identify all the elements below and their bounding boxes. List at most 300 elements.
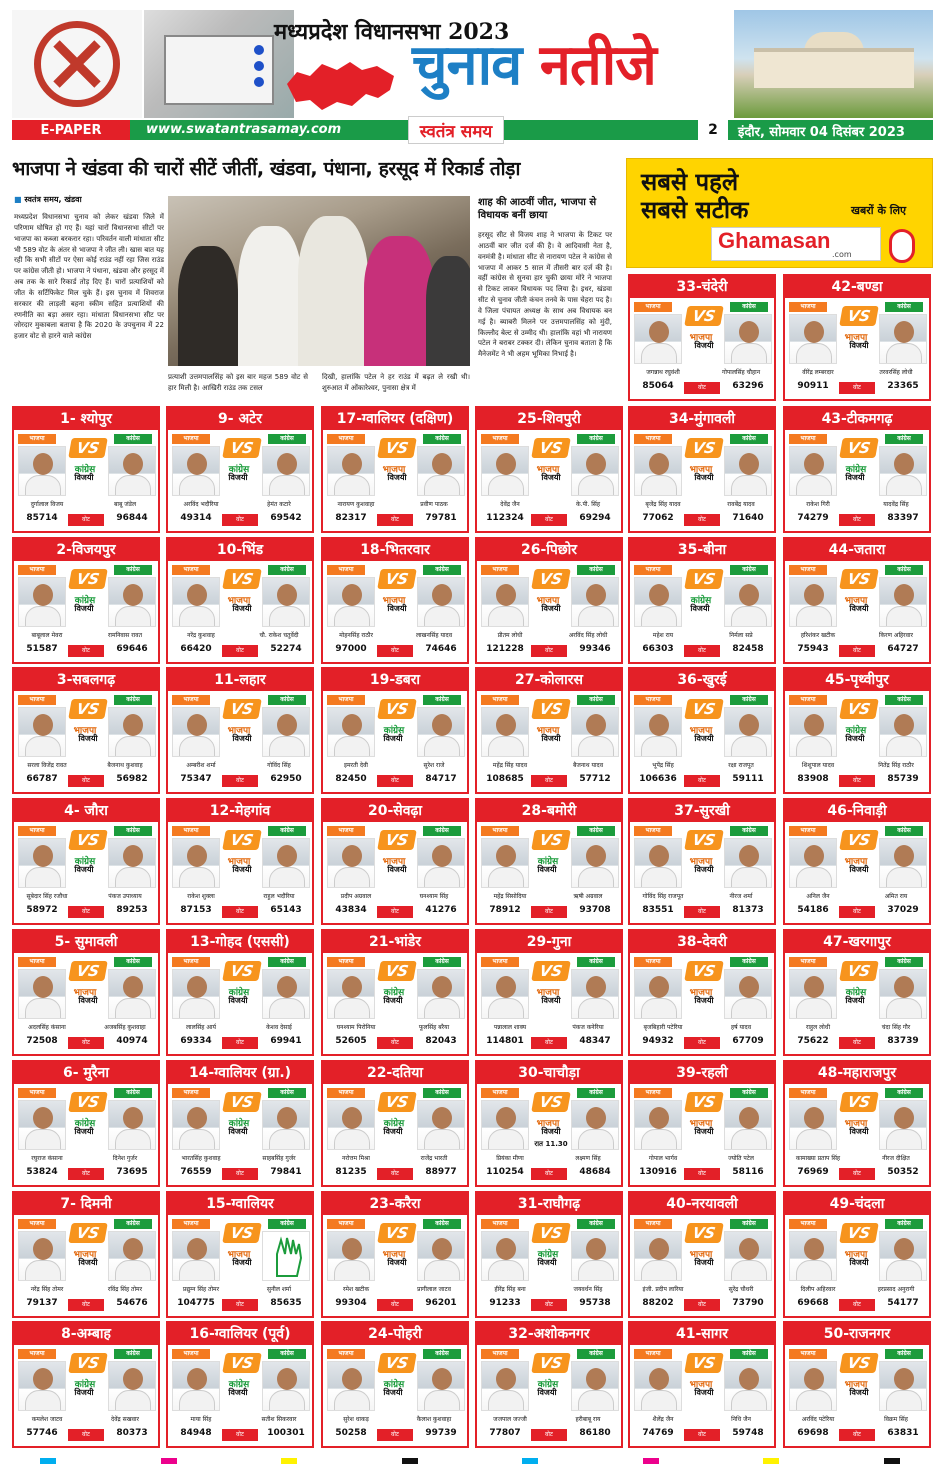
party-label-bjp: भाजपा — [789, 434, 827, 444]
votes-bjp: 77807 — [489, 1428, 521, 1438]
vote-tag: वोट — [839, 1299, 875, 1311]
candidate-photo-inc — [108, 838, 156, 888]
winner-label: विजयी — [541, 604, 561, 613]
candidate-photo-bjp — [481, 1100, 529, 1150]
result-card — [321, 798, 469, 925]
votes-inc: 23365 — [887, 381, 919, 391]
votes-inc: 88977 — [425, 1167, 457, 1177]
result-card — [12, 537, 160, 664]
votes-inc: 99346 — [579, 644, 611, 654]
candidate-name-bjp: वीरेंद्र लम्बरदार — [802, 369, 834, 376]
evm-machine-icon — [164, 35, 274, 105]
party-label-inc: कांग्रेस — [114, 1088, 152, 1098]
candidate-photo-inc — [571, 969, 619, 1019]
constituency-title: 17-ग्वालियर (दक्षिण) — [323, 408, 467, 430]
party-label-inc: कांग्रेस — [423, 957, 461, 967]
candidate-name-bjp: सुरेश धाकड़ — [343, 1416, 369, 1423]
vote-tag: वोट — [839, 906, 875, 918]
candidate-name-inc: अजबसिंह कुशवाहा — [104, 1024, 146, 1031]
votes-bjp: 76559 — [180, 1167, 212, 1177]
party-label-bjp: भाजपा — [327, 695, 365, 705]
title-part-1: चुनाव — [412, 33, 522, 98]
vote-tag: वोट — [839, 1037, 875, 1049]
votes-bjp: 50258 — [335, 1428, 367, 1438]
vote-tag: वोट — [68, 1429, 104, 1441]
party-label-bjp: भाजपा — [634, 434, 672, 444]
votes-bjp: 69698 — [797, 1428, 829, 1438]
votes-inc: 95738 — [579, 1298, 611, 1308]
vote-tag: वोट — [68, 906, 104, 918]
party-label-inc: कांग्रेस — [268, 957, 306, 967]
votes-bjp: 49314 — [180, 513, 212, 523]
winning-party: भाजपा — [689, 988, 713, 998]
constituency-title: 20-सेवढ़ा — [323, 800, 467, 822]
candidate-name-inc: किरण अहिरवार — [879, 632, 913, 639]
vote-tag: वोट — [68, 1299, 104, 1311]
winning-party: भाजपा — [73, 726, 97, 736]
vs-badge: VS — [839, 306, 879, 326]
votes-bjp: 85064 — [642, 381, 674, 391]
winning-party: भाजपा — [227, 857, 251, 867]
votes-inc: 89253 — [116, 905, 148, 915]
result-card — [628, 798, 776, 925]
votes-bjp: 88202 — [642, 1298, 674, 1308]
winning-party: कांग्रेस — [383, 988, 405, 998]
vs-badge: VS — [531, 569, 571, 589]
constituency-title: 12-मेहगांव — [168, 800, 312, 822]
party-label-inc: कांग्रेस — [730, 1088, 768, 1098]
votes-inc: 50352 — [887, 1167, 919, 1177]
constituency-title: 26-पिछोर — [477, 539, 621, 561]
candidate-photo-inc — [879, 969, 927, 1019]
constituency-title: 14-ग्वालियर (ग्रा.) — [168, 1062, 312, 1084]
constituency-title: 8-अम्बाह — [14, 1323, 158, 1345]
party-label-inc: कांग्रेस — [114, 957, 152, 967]
winning-party: भाजपा — [689, 1119, 713, 1129]
vote-tag: वोट — [684, 906, 720, 918]
party-label-bjp: भाजपा — [172, 1219, 210, 1229]
candidate-name-inc: पंकज उपाध्याय — [108, 893, 142, 900]
candidate-photo-inc — [417, 838, 465, 888]
constituency-title: 46-निवाड़ी — [785, 800, 929, 822]
winning-party: भाजपा — [844, 857, 868, 867]
candidate-name-inc: गोविंद सिंह — [267, 762, 291, 769]
candidate-photo-bjp — [18, 1361, 66, 1411]
website-url[interactable]: www.swatantrasamay.com — [146, 122, 342, 137]
constituency-title: 35-बीना — [630, 539, 774, 561]
result-card — [475, 667, 623, 794]
result-card — [321, 1321, 469, 1448]
vs-badge: VS — [377, 569, 417, 589]
votes-inc: 65143 — [270, 905, 302, 915]
winner-label: विजयी — [694, 1258, 714, 1267]
vs-badge: VS — [531, 961, 571, 981]
winner-label: विजयी — [383, 1127, 403, 1136]
vote-tag: वोट — [68, 775, 104, 787]
party-label-inc: कांग्रेस — [423, 826, 461, 836]
result-card — [783, 406, 931, 533]
constituency-title: 38-देवरी — [630, 931, 774, 953]
candidate-name-inc: गोपालसिंह चौहान — [721, 369, 761, 376]
winner-label: विजयी — [78, 1258, 98, 1267]
constituency-title: 11-लहार — [168, 669, 312, 691]
ad-line-3: खबरों के लिए — [851, 204, 907, 217]
candidate-name-inc: रावबेंद्र यादव — [727, 501, 755, 508]
votes-inc: 48684 — [579, 1167, 611, 1177]
result-card — [12, 1191, 160, 1318]
side-headline: शाह की आठवीं जीत, भाजपा से विधायक बनीं छाया — [478, 197, 597, 221]
party-label-inc: कांग्रेस — [268, 826, 306, 836]
party-label-inc: कांग्रेस — [730, 1349, 768, 1359]
votes-bjp: 79137 — [26, 1298, 58, 1308]
party-label-inc: कांग्रेस — [577, 1219, 615, 1229]
result-card — [321, 929, 469, 1056]
votes-bjp: 114801 — [486, 1036, 524, 1046]
candidate-name-inc: रविंद्र सिंह तोमर — [107, 1286, 143, 1293]
candidate-name-bjp: इमरती देवी — [344, 762, 368, 769]
candidate-photo-bjp — [18, 969, 66, 1019]
candidate-name-bjp: भूपेंद्र सिंह — [652, 762, 674, 769]
winning-party: भाजपा — [227, 726, 251, 736]
party-label-inc: कांग्रेस — [114, 434, 152, 444]
candidate-photo-inc — [571, 707, 619, 757]
votes-inc: 99739 — [425, 1428, 457, 1438]
winning-party: कांग्रेस — [537, 1250, 559, 1260]
winning-party: भाजपा — [73, 1250, 97, 1260]
vs-badge: VS — [222, 961, 262, 981]
candidate-name-bjp: पन्नालाल शाक्य — [493, 1024, 527, 1031]
lead-headline: भाजपा ने खंडवा की चारों सीटें जीतीं, खंडवा, पंधाना, हरसूद में रिकार्ड तोड़ा — [12, 158, 521, 180]
candidate-name-bjp: हीरेंद्र सिंह बना — [494, 1286, 526, 1293]
winning-party: कांग्रेस — [228, 465, 250, 475]
votes-inc: 62950 — [270, 774, 302, 784]
votes-bjp: 74769 — [642, 1428, 674, 1438]
candidate-name-bjp: मोहनसिंह राठौर — [339, 632, 373, 639]
winner-label: विजयी — [387, 865, 407, 874]
candidate-photo-inc — [571, 577, 619, 627]
vs-badge: VS — [68, 569, 108, 589]
candidate-name-inc: सतीश सिकरवार — [261, 1416, 297, 1423]
candidate-name-inc: प्रागीलाल जाटव — [417, 1286, 451, 1293]
winner-label: विजयी — [74, 473, 94, 482]
vote-tag: वोट — [531, 1429, 567, 1441]
candidate-name-inc: सुनील शर्मा — [266, 1286, 292, 1293]
vs-badge: VS — [684, 1353, 724, 1373]
candidate-name-inc: नीरज शर्मा — [729, 893, 753, 900]
party-label-bjp: भाजपा — [789, 695, 827, 705]
winning-party: भाजपा — [382, 857, 406, 867]
vote-tag: वोट — [222, 906, 258, 918]
constituency-title: 27-कोलारस — [477, 669, 621, 691]
candidate-photo-inc — [417, 1361, 465, 1411]
candidate-photo-bjp — [789, 838, 837, 888]
candidate-name-inc: यादवेंद्र सिंह — [883, 501, 909, 508]
candidate-photo-bjp — [327, 1361, 375, 1411]
party-label-inc: कांग्रेस — [577, 957, 615, 967]
result-card — [166, 406, 314, 533]
candidate-photo-bjp — [789, 1231, 837, 1281]
candidate-name-bjp: राकेश शुक्ला — [187, 893, 215, 900]
vote-tag: वोट — [377, 514, 413, 526]
candidate-photo-inc — [571, 1231, 619, 1281]
constituency-title: 3-सबलगढ़ — [14, 669, 158, 691]
constituency-title: 2-विजयपुर — [14, 539, 158, 561]
votes-bjp: 53824 — [26, 1167, 58, 1177]
candidate-photo-bjp — [18, 1100, 66, 1150]
candidate-photo-inc — [724, 838, 772, 888]
votes-inc: 83739 — [887, 1036, 919, 1046]
candidate-name-bjp: अरविंद पटेरिया — [801, 1416, 835, 1423]
candidate-name-inc: चंदा सिंह गौर — [881, 1024, 911, 1031]
party-label-bjp: भाजपा — [789, 957, 827, 967]
winning-party: कांग्रेस — [74, 1119, 96, 1129]
winner-label: विजयी — [849, 341, 869, 350]
votes-bjp: 97000 — [335, 644, 367, 654]
winning-party: भाजपा — [227, 1250, 251, 1260]
winner-label: विजयी — [228, 1388, 248, 1397]
result-card — [475, 929, 623, 1056]
candidate-photo-bjp — [172, 1361, 220, 1411]
votes-inc: 69542 — [270, 513, 302, 523]
winning-party: भाजपा — [536, 596, 560, 606]
party-label-inc: कांग्रेस — [730, 565, 768, 575]
candidate-photo-inc — [262, 1100, 310, 1150]
party-label-inc: कांग्रेस — [577, 1349, 615, 1359]
vote-tag: वोट — [531, 1037, 567, 1049]
election-subtitle: मध्यप्रदेश विधानसभा 2023 — [274, 19, 510, 45]
votes-inc: 69294 — [579, 513, 611, 523]
party-label-bjp: भाजपा — [327, 1219, 365, 1229]
constituency-title: 25-शिवपुरी — [477, 408, 621, 430]
result-card — [783, 537, 931, 664]
party-label-bjp: भाजपा — [634, 957, 672, 967]
candidate-photo-inc — [417, 1231, 465, 1281]
winning-party: भाजपा — [536, 1119, 560, 1129]
votes-inc: 96844 — [116, 513, 148, 523]
winning-party: कांग्रेस — [383, 726, 405, 736]
party-label-inc: कांग्रेस — [577, 695, 615, 705]
masthead — [12, 10, 933, 122]
party-label-bjp: भाजपा — [172, 434, 210, 444]
candidate-name-bjp: प्रीतम लोधी — [497, 632, 523, 639]
candidate-photo-bjp — [18, 446, 66, 496]
vs-badge: VS — [222, 1223, 262, 1243]
winner-label: विजयी — [694, 996, 714, 1005]
winning-party: कांग्रेस — [74, 857, 96, 867]
candidate-name-bjp: दिलीप अहिरवार — [800, 1286, 836, 1293]
ad-brand-domain: .com — [832, 250, 852, 259]
vote-tag: वोट — [68, 514, 104, 526]
party-label-bjp: भाजपा — [18, 695, 56, 705]
winning-party: भाजपा — [382, 596, 406, 606]
candidate-name-bjp: अम्बरीश शर्मा — [186, 762, 216, 769]
winning-party: भाजपा — [382, 465, 406, 475]
candidate-photo-bjp — [634, 577, 682, 627]
winning-party: भाजपा — [536, 988, 560, 998]
party-label-inc: कांग्रेस — [730, 826, 768, 836]
votes-bjp: 57746 — [26, 1428, 58, 1438]
votes-bjp: 91233 — [489, 1298, 521, 1308]
candidate-photo-bjp — [481, 969, 529, 1019]
constituency-title: 43-टीकमगढ़ — [785, 408, 929, 430]
print-registration-marks — [40, 1458, 900, 1464]
constituency-title: 44-जतारा — [785, 539, 929, 561]
votes-bjp: 72508 — [26, 1036, 58, 1046]
votes-bjp: 78912 — [489, 905, 521, 915]
result-card — [166, 929, 314, 1056]
votes-bjp: 66303 — [642, 644, 674, 654]
vs-badge: VS — [222, 699, 262, 719]
winning-party: भाजपा — [844, 1119, 868, 1129]
party-label-bjp: भाजपा — [789, 1349, 827, 1359]
constituency-title: 40-नरयावली — [630, 1193, 774, 1215]
candidate-photo-bjp — [634, 1100, 682, 1150]
candidate-name-bjp: शैलेंद्र जैन — [652, 1416, 674, 1423]
vs-badge: VS — [531, 830, 571, 850]
candidate-name-bjp: घनश्याम पिरोनिया — [336, 1024, 376, 1031]
candidate-name-inc: सुरेश राजे — [423, 762, 445, 769]
candidate-photo-inc — [724, 969, 772, 1019]
candidate-photo-inc — [571, 1361, 619, 1411]
votes-inc: 82043 — [425, 1036, 457, 1046]
winner-label: विजयी — [387, 473, 407, 482]
party-label-bjp: भाजपा — [481, 1088, 519, 1098]
party-label-bjp: भाजपा — [172, 826, 210, 836]
winner-label: विजयी — [537, 865, 557, 874]
lead-photo — [168, 196, 470, 366]
votes-bjp: 43834 — [335, 905, 367, 915]
candidate-name-inc: बाबू जंडेल — [113, 501, 137, 508]
party-label-bjp: भाजपा — [789, 1219, 827, 1229]
candidate-photo-inc — [879, 1231, 927, 1281]
candidate-name-bjp: सूबेदार सिंह रजौधा — [26, 893, 68, 900]
vs-badge: VS — [377, 1223, 417, 1243]
candidate-photo-inc — [108, 446, 156, 496]
candidate-photo-bjp — [172, 838, 220, 888]
party-label-bjp: भाजपा — [327, 957, 365, 967]
winner-label: विजयी — [387, 1258, 407, 1267]
candidate-photo-inc — [417, 969, 465, 1019]
mouse-icon — [889, 229, 915, 263]
party-label-inc: कांग्रेस — [577, 565, 615, 575]
winner-label: विजयी — [541, 734, 561, 743]
vs-badge: VS — [839, 830, 879, 850]
party-label-bjp: भाजपा — [18, 1088, 56, 1098]
party-label-bjp: भाजपा — [327, 1349, 365, 1359]
result-card — [783, 929, 931, 1056]
party-label-inc: कांग्रेस — [268, 565, 306, 575]
result-card — [628, 406, 776, 533]
votes-bjp: 75622 — [797, 1036, 829, 1046]
candidate-photo-bjp — [327, 1231, 375, 1281]
party-label-bjp: भाजपा — [327, 565, 365, 575]
result-card — [166, 1191, 314, 1318]
winner-label: विजयी — [232, 1258, 252, 1267]
winner-label: विजयी — [541, 473, 561, 482]
candidate-name-bjp: दुर्गालाल विजय — [30, 501, 64, 508]
party-label-inc: कांग्रेस — [423, 1349, 461, 1359]
winner-label: विजयी — [849, 1258, 869, 1267]
result-card — [475, 1321, 623, 1448]
vote-tag: वोट — [684, 1037, 720, 1049]
votes-bjp: 58972 — [26, 905, 58, 915]
winning-party: भाजपा — [844, 333, 868, 343]
party-label-inc: कांग्रेस — [423, 434, 461, 444]
vs-badge: VS — [531, 1092, 571, 1112]
result-card — [475, 1060, 623, 1187]
party-label-bjp: भाजपा — [634, 565, 672, 575]
winner-label: विजयी — [383, 734, 403, 743]
candidate-photo-bjp — [634, 838, 682, 888]
winning-party: कांग्रेस — [383, 1380, 405, 1390]
constituency-title: 28-बमोरी — [477, 800, 621, 822]
candidate-photo-bjp — [634, 707, 682, 757]
vs-badge: VS — [222, 1092, 262, 1112]
candidate-photo-inc — [879, 1100, 927, 1150]
vote-tag: वोट — [222, 514, 258, 526]
candidate-photo-inc — [262, 1361, 310, 1411]
candidate-photo-inc — [108, 1231, 156, 1281]
votes-inc: 73695 — [116, 1167, 148, 1177]
candidate-photo-bjp — [481, 1361, 529, 1411]
candidate-name-bjp: देवेंद्र जैन — [500, 501, 520, 508]
vs-badge: VS — [68, 1223, 108, 1243]
winning-party: कांग्रेस — [74, 596, 96, 606]
party-label-bjp: भाजपा — [789, 826, 827, 836]
party-label-inc: कांग्रेस — [268, 434, 306, 444]
candidate-name-inc: बैजनाथ कुशवाह — [107, 762, 143, 769]
votes-bjp: 69668 — [797, 1298, 829, 1308]
candidate-name-inc: हरप्रसाद अनुरागी — [877, 1286, 915, 1293]
constituency-title: 48-महाराजपुर — [785, 1062, 929, 1084]
candidate-photo-inc — [417, 577, 465, 627]
winning-party: कांग्रेस — [74, 1380, 96, 1390]
result-card — [628, 537, 776, 664]
candidate-photo-bjp — [481, 707, 529, 757]
epaper-label[interactable]: E-PAPER — [12, 120, 130, 140]
party-label-inc: कांग्रेस — [577, 826, 615, 836]
result-card — [628, 667, 776, 794]
candidate-name-inc: लक्ष्मण सिंह — [575, 1155, 601, 1162]
party-label-inc: कांग्रेस — [577, 1088, 615, 1098]
candidate-photo-bjp — [789, 577, 837, 627]
winner-label: विजयी — [694, 473, 714, 482]
votes-inc: 80373 — [116, 1428, 148, 1438]
winning-party: भाजपा — [844, 1380, 868, 1390]
candidate-name-inc: कैलाश कुशवाहा — [416, 1416, 452, 1423]
party-label-inc: कांग्रेस — [114, 1349, 152, 1359]
vs-badge: VS — [68, 1353, 108, 1373]
winner-label: विजयी — [383, 996, 403, 1005]
result-card — [12, 406, 160, 533]
candidate-photo-bjp — [481, 1231, 529, 1281]
candidate-name-bjp: गोपाल भार्गव — [648, 1155, 678, 1162]
vs-badge: VS — [68, 438, 108, 458]
vs-badge: VS — [839, 699, 879, 719]
winning-party: कांग्रेस — [690, 596, 712, 606]
party-label-bjp: भाजपा — [172, 1349, 210, 1359]
ghamasan-ad[interactable] — [626, 158, 933, 268]
result-card — [783, 274, 931, 401]
vote-tag: वोट — [68, 645, 104, 657]
candidate-photo-bjp — [18, 1231, 66, 1281]
result-card — [475, 537, 623, 664]
candidate-photo-bjp — [789, 1361, 837, 1411]
party-label-inc: कांग्रेस — [730, 1219, 768, 1229]
constituency-title: 34-मुंगावली — [630, 408, 774, 430]
candidate-name-bjp: माया सिंह — [190, 1416, 212, 1423]
votes-bjp: 104775 — [177, 1298, 215, 1308]
